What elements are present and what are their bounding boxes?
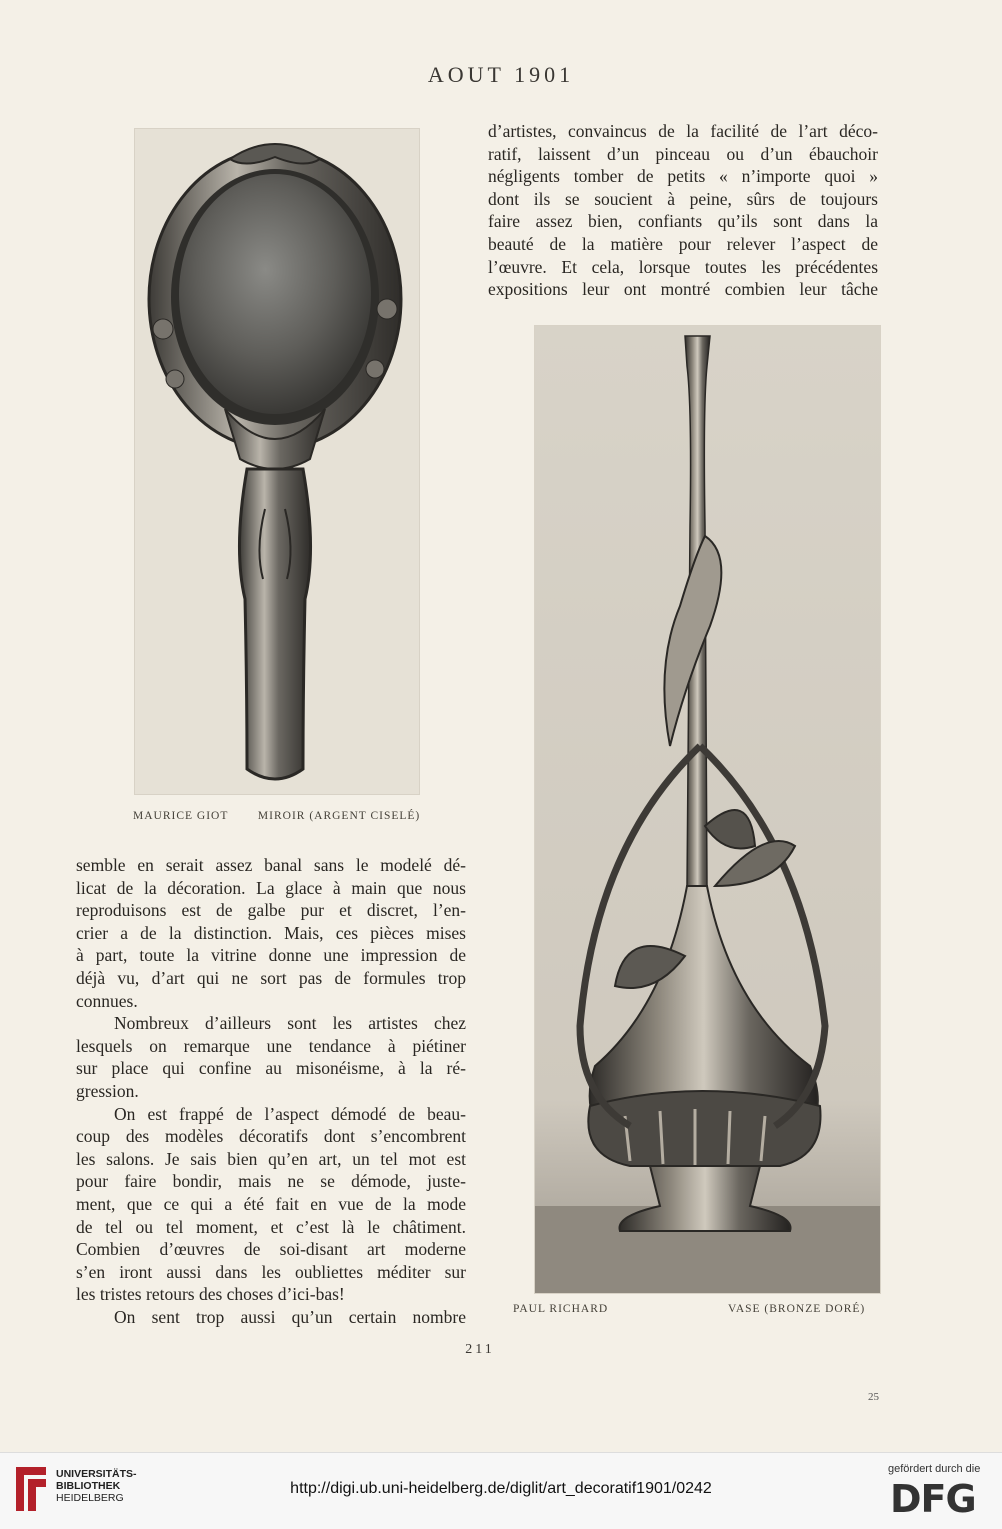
signature-mark: 25 xyxy=(868,1391,879,1403)
text-line: On est frappé de l’aspect démodé de beau- xyxy=(114,1103,466,1124)
text-line: pour faire bondir, mais ne se démode, juste- xyxy=(76,1171,466,1192)
text-line: expositions leur ont montré combien leur tâche xyxy=(488,279,878,300)
vase-artist: PAUL RICHARD xyxy=(513,1303,609,1315)
text-line: crier a de la distinction. Mais, ces pièces mises xyxy=(76,922,466,943)
text-line: négligents tomber de petits « n’importe quoi » xyxy=(488,166,878,187)
right-column-text xyxy=(488,120,878,301)
text-line: ment, que ce qui a été fait en vue de la mode xyxy=(76,1193,466,1214)
mirror-illustration xyxy=(134,128,420,795)
library-name-line: BIBLIOTHEK xyxy=(56,1480,121,1492)
library-name-line: HEIDELBERG xyxy=(56,1492,124,1504)
text-line: On sent trop aussi qu’un certain nombre xyxy=(114,1306,466,1327)
text-line: beauté de la matière pour relever l’aspect de xyxy=(488,233,878,254)
left-column-text xyxy=(76,854,466,1328)
text-line: connues. xyxy=(76,990,138,1011)
text-line: gression. xyxy=(76,1080,139,1101)
text-line: reproduisons est de galbe pur et discret, l’en- xyxy=(76,900,466,921)
text-line: déjà vu, d’art qui ne sort pas de formules trop xyxy=(76,967,466,988)
vase-illustration xyxy=(534,325,881,1294)
dfg-logo: DFG xyxy=(890,1477,976,1521)
text-line: Nombreux d’ailleurs sont les artistes chez xyxy=(114,1013,466,1034)
text-line: semble en serait assez banal sans le modelé dé- xyxy=(76,855,466,875)
mirror-artist: MAURICE GIOT xyxy=(133,810,229,822)
vase-image xyxy=(535,326,880,1293)
running-header: AOUT 1901 xyxy=(427,62,575,87)
text-line: à part, toute la vitrine donne une impression de xyxy=(76,945,466,966)
viewer-footer xyxy=(0,1452,1002,1529)
text-line: licat de la décoration. La glace à main que nous xyxy=(76,877,466,898)
text-line: l’œuvre. Et cela, lorsque toutes les précédentes xyxy=(488,256,878,277)
text-line: coup des modèles décoratifs dont s’encombrent xyxy=(76,1126,466,1147)
library-name-line: UNIVERSITÄTS- xyxy=(56,1468,137,1480)
mirror-title: MIROIR (ARGENT CISELÉ) xyxy=(257,810,421,822)
text-line: ratif, laissent d’un pinceau ou d’un ébauchoir xyxy=(488,143,878,164)
mirror-caption xyxy=(133,810,420,822)
mirror-image xyxy=(135,129,419,794)
text-line: s’en iront aussi dans les oubliettes méditer sur xyxy=(76,1261,466,1282)
vase-title: VASE (BRONZE DORÉ) xyxy=(728,1303,866,1315)
text-line: Combien d’œuvres de soi-disant art moderne xyxy=(76,1239,466,1260)
text-line: les tristes retours des choses d’ici-bas! xyxy=(76,1284,345,1305)
page-number: 211 xyxy=(465,1342,495,1357)
permalink-url[interactable]: http://digi.ub.uni-heidelberg.de/diglit/art_decoratif1901/0242 xyxy=(290,1480,712,1497)
text-line: de tel ou tel moment, et c’est là le châtiment. xyxy=(76,1216,466,1237)
text-line: lesquels on remarque une tendance à piétiner xyxy=(76,1035,466,1056)
text-line: les salons. Je sais bien qu’en art, un tel mot est xyxy=(76,1148,466,1169)
text-line: d’artistes, convaincus de la facilité de l’art déco- xyxy=(488,121,878,141)
funded-by-label: gefördert durch die xyxy=(888,1463,981,1475)
text-line: dont ils se soucient à peine, sûrs de toujours xyxy=(488,188,878,209)
text-line: faire assez bien, confiants qu’ils sont dans la xyxy=(488,211,878,232)
text-line: sur place qui confine au misonéisme, à la ré- xyxy=(76,1058,466,1079)
